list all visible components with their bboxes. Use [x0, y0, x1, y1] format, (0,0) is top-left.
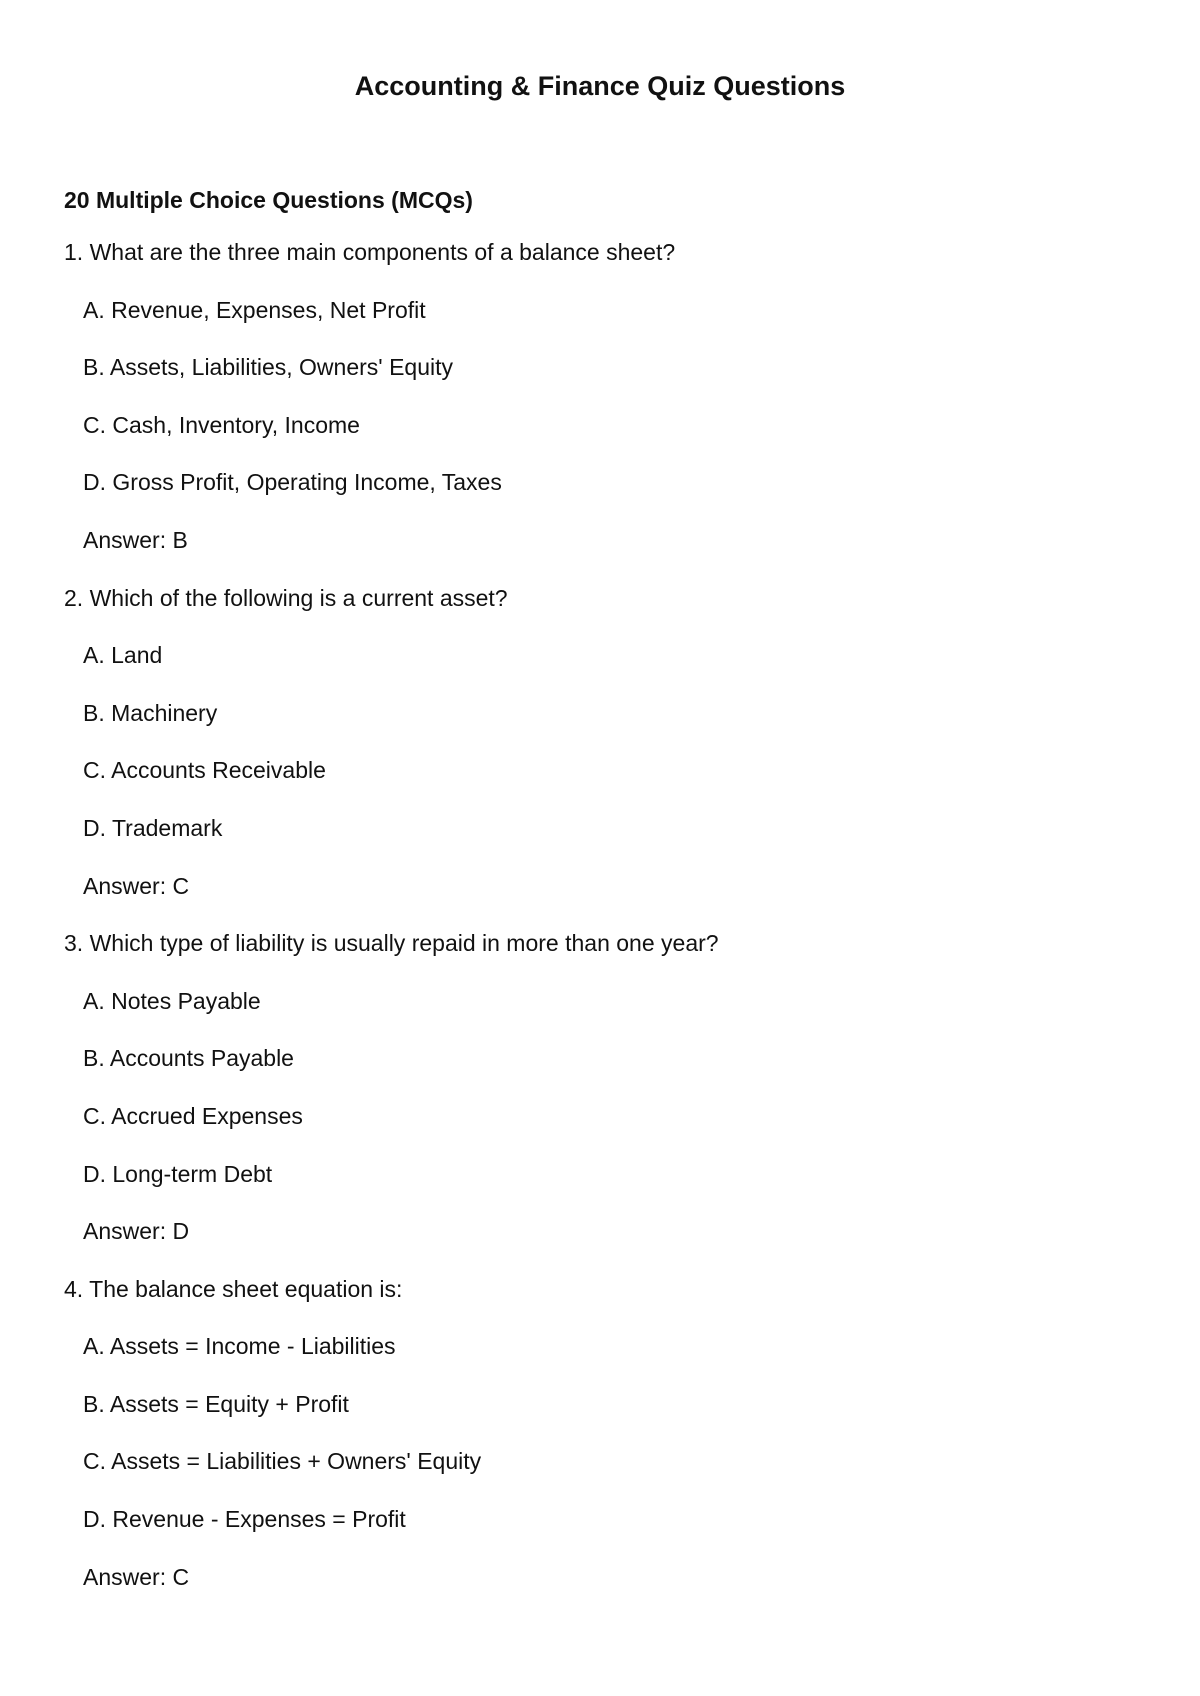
option-d: D. Long-term Debt — [83, 1160, 273, 1187]
option-d: D. Trademark — [83, 814, 223, 841]
answer-line: Answer: C — [83, 1563, 190, 1590]
question-prompt: 2. Which of the following is a current asset? — [64, 584, 508, 611]
question-prompt: 4. The balance sheet equation is: — [64, 1275, 403, 1302]
option-b: B. Machinery — [83, 699, 218, 726]
option-a: A. Land — [83, 642, 163, 669]
question-list — [64, 235, 719, 1617]
option-a: A. Notes Payable — [83, 987, 261, 1014]
option-b: B. Accounts Payable — [83, 1045, 294, 1072]
question-block — [64, 235, 719, 581]
question-block — [64, 926, 719, 1272]
option-c: C. Accrued Expenses — [83, 1102, 303, 1129]
option-c: C. Cash, Inventory, Income — [83, 411, 360, 438]
option-d: D. Revenue - Expenses = Profit — [83, 1506, 406, 1533]
question-block — [64, 581, 719, 927]
question-prompt: 1. What are the three main components of a balance sheet? — [64, 239, 676, 265]
section-heading: 20 Multiple Choice Questions (MCQs) — [64, 187, 473, 213]
question-prompt: 3. Which type of liability is usually repaid in more than one year? — [64, 930, 719, 957]
option-b: B. Assets = Equity + Profit — [83, 1390, 349, 1417]
answer-line: Answer: D — [83, 1218, 190, 1245]
option-b: B. Assets, Liabilities, Owners' Equity — [83, 354, 453, 381]
option-c: C. Assets = Liabilities + Owners' Equity — [83, 1448, 482, 1475]
option-a: A. Revenue, Expenses, Net Profit — [83, 296, 426, 323]
option-c: C. Accounts Receivable — [83, 757, 326, 784]
option-a: A. Assets = Income - Liabilities — [83, 1333, 396, 1360]
question-block — [64, 1272, 719, 1618]
answer-line: Answer: C — [83, 872, 190, 899]
option-d: D. Gross Profit, Operating Income, Taxes — [83, 469, 502, 496]
answer-line: Answer: B — [83, 526, 188, 553]
document-title: Accounting & Finance Quiz Questions — [354, 71, 846, 101]
